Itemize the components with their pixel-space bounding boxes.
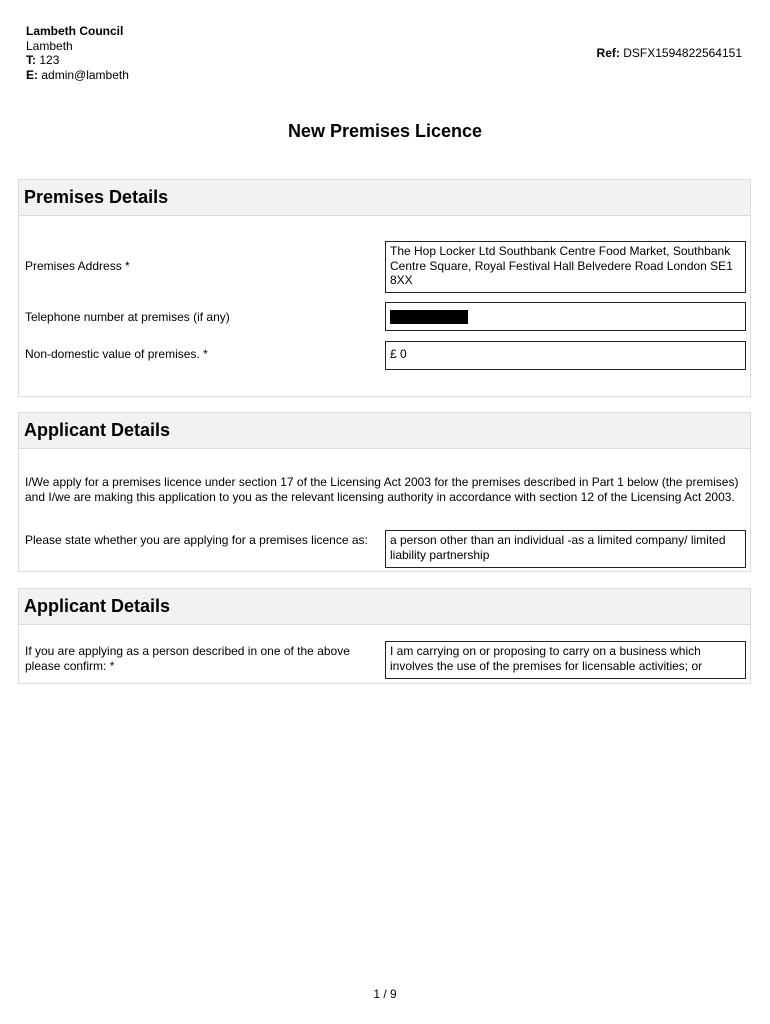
phone-value: 123 [39,53,60,67]
confirm-field: I am carrying on or proposing to carry on a business which involves the use of the premises for licensable activities; or [385,641,746,679]
section-heading: Premises Details [19,180,750,216]
email-value: admin@lambeth [41,67,129,82]
reference [597,46,742,60]
applicant-confirmation-section [18,588,751,684]
redaction-block [390,310,468,324]
council-email [26,68,129,83]
confirm-label: If you are applying as a person described in one of the above please confirm: * [25,644,350,673]
premises-address-field: The Hop Locker Ltd Southbank Centre Food Market, Southbank Centre Square, Royal Festival Hall Belvedere Road London SE1 8XX [385,241,746,293]
council-name: Lambeth Council [26,24,124,38]
premises-phone-label: Telephone number at premises (if any) [25,310,230,324]
email-label: E: [26,67,38,82]
nondomestic-value-field: £ 0 [385,341,746,370]
page-number: 1 / 9 [373,987,397,1001]
premises-address-label: Premises Address * [25,259,130,273]
section-heading: Applicant Details [19,589,750,625]
applying-as-label: Please state whether you are applying for a premises licence as: [25,533,368,547]
document-title: New Premises Licence [287,121,483,141]
section-heading: Applicant Details [19,413,750,449]
nondomestic-value-label: Non-domestic value of premises. * [25,347,208,361]
ref-value: DSFX1594822564151 [623,46,742,60]
premises-phone-field [385,302,746,331]
ref-label: Ref: [596,46,620,60]
council-contact-block [26,24,129,82]
council-area: Lambeth [26,38,73,53]
council-phone [26,53,129,68]
applying-as-field: a person other than an individual -as a limited company/ limited liability partnership [385,530,746,568]
premises-details-section [18,179,751,397]
applicant-details-section [18,412,751,572]
phone-label: T: [26,53,36,67]
application-intro-text: I/We apply for a premises licence under section 17 of the Licensing Act 2003 for the premises described in Part 1 below (the premises) and I/we are making this application to you as the relevant licensing authority in accordance with section 12 of the Licensing Act 2003. [25,475,739,504]
